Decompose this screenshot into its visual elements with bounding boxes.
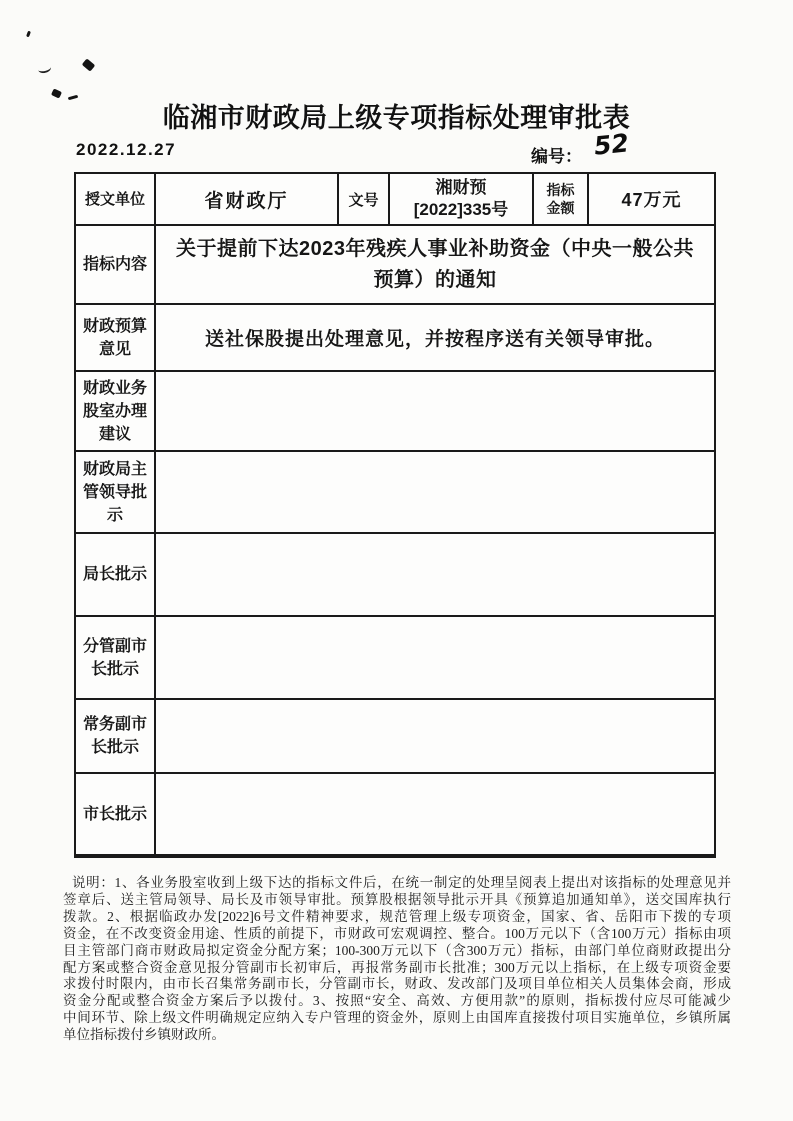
table-row-bureau-leader-remarks: [76, 450, 714, 532]
approval-form-table: [74, 172, 716, 858]
serial-number-label: 编号：: [531, 147, 582, 166]
row-label: 财政业务股室办理建议: [82, 379, 147, 443]
amount-label: 指标金额: [532, 174, 587, 224]
notes-block: [63, 875, 731, 1044]
table-row-deputy-mayor-remarks: [76, 615, 714, 698]
ink-mark: [37, 63, 52, 75]
row-content: [154, 534, 714, 615]
table-row-indicator-content: [76, 224, 714, 303]
note-line: 资金，在不改变资金用途、性质的前提下，市财政可宏观调控、整合。100万元以下（含100万元）指标由项: [63, 925, 731, 941]
note-line: 签章后、送主管局领导、局长及市领导审批。预算股根据领导批示开具《预算追加通知单》，送交国库执行: [63, 891, 731, 907]
note-line: 单位指标拨付乡镇财政所。: [63, 1027, 225, 1043]
doc-number-line1: 湘财预: [435, 178, 487, 197]
note-line: 说明：1、各业务股室收到上级下达的指标文件后，在统一制定的处理呈阅表上提出对该指标的处理意见并: [72, 875, 731, 890]
row-label: 常务副市长批示: [82, 716, 147, 756]
table-row-executive-deputy-mayor-remarks: [76, 698, 714, 772]
table-row-issuing-unit: [76, 174, 714, 224]
ink-mark: [82, 58, 96, 71]
row-label: 财政预算意见: [82, 317, 147, 358]
row-content: 关于提前下达2023年残疾人事业补助资金（中央一般公共预算）的通知: [154, 226, 714, 303]
table-row-director-remarks: [76, 532, 714, 615]
row-label: 指标内容: [82, 256, 147, 273]
note-line: 目主管部门商市财政局拟定资金分配方案；100-300万元以下（含300万元）指标，由部门单位商财政提出分: [63, 942, 731, 958]
table-row-mayor-remarks: [76, 772, 714, 854]
table-row-section-suggestion: [76, 370, 714, 450]
doc-number-value: [388, 174, 532, 224]
ink-mark: [26, 31, 31, 38]
row-label: 市长批示: [82, 805, 147, 823]
row-content: 送社保股提出处理意见，并按程序送有关领导审批。: [154, 305, 714, 370]
row-content: [154, 617, 714, 698]
note-line: 资金分配或整合资金方案后予以拨付。3、按照“安全、高效、方便用款”的原则，指标拨付应尽可能减少: [63, 993, 731, 1009]
serial-number-handwritten: 52: [592, 128, 631, 161]
note-line: 拨款。2、根据临政办发[2022]6号文件精神要求，规范管理上级专项资金，国家、省、岳阳市下拨的专项: [63, 908, 731, 924]
row-content: [154, 774, 714, 854]
row-content: [154, 452, 714, 532]
document-date: 2022.12.27: [76, 140, 177, 159]
doc-number-line2: [2022]335号: [413, 200, 509, 219]
row-content: [154, 700, 714, 772]
page-title: 临湘市财政局上级专项指标处理审批表: [162, 103, 631, 133]
amount-value: 47万元: [587, 174, 714, 224]
row-label: 财政局主管领导批示: [82, 460, 147, 524]
issuing-unit-value: 省财政厅: [154, 174, 337, 224]
issuing-unit-label: 授文单位: [84, 190, 145, 208]
note-line: 求拨付时限内，由市长召集常务副市长，分管副市长，财政、发改部门及项目单位相关人员集体会商，形成: [63, 976, 731, 992]
note-line: 中间环节、除上级文件明确规定应纳入专户管理的资金外，原则上由国库直接拨付项目实施单位，乡镇所属: [63, 1010, 731, 1026]
row-label: 分管副市长批示: [82, 637, 147, 678]
row-content: [154, 372, 714, 450]
doc-number-label: 文号: [337, 174, 388, 224]
note-line: 配方案或整合资金意见报分管副市长初审后，再报常务副市长批准；300万元以上指标，在上级专项资金要: [63, 959, 731, 975]
row-label: 局长批示: [82, 566, 147, 583]
table-row-budget-opinion: [76, 303, 714, 370]
